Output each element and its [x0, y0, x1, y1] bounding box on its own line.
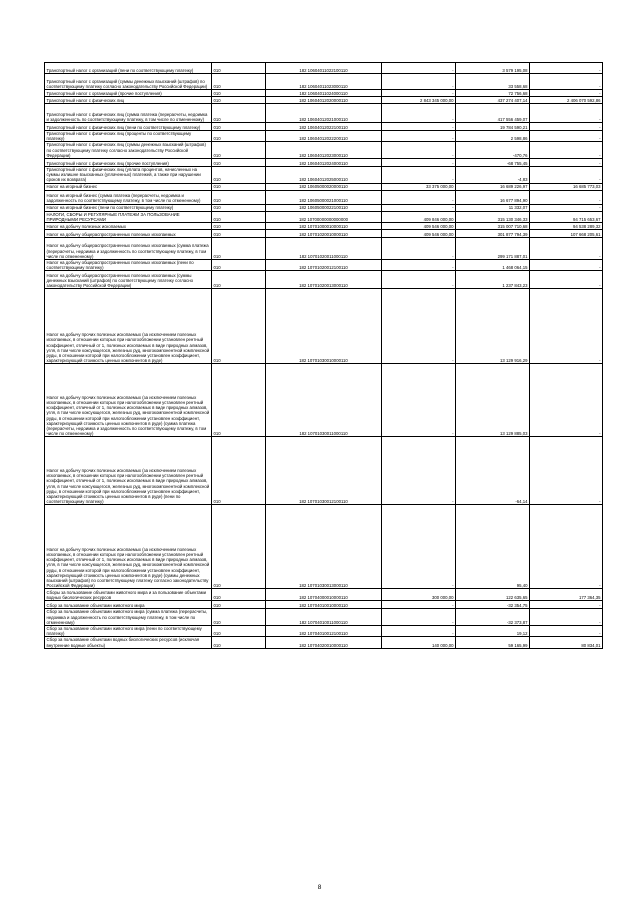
row-name: Транспортный налог с физических лиц (сумма платежа (перерасчеты, недоимка и задолженность по соответствующему платежу, в том числе по отмененному)	[45, 104, 212, 123]
row-name: Транспортный налог с физических лиц (прочие поступления)	[45, 159, 212, 167]
row-line-code: 010	[212, 104, 266, 123]
row-name: Транспортный налог с организаций (прочие поступления)	[45, 90, 212, 97]
row-executed: -64,14	[456, 437, 530, 505]
row-executed: -68 755,45	[456, 159, 530, 167]
row-name: Сбор за пользование объектами животного мира	[45, 601, 212, 609]
row-approved: -	[382, 364, 456, 437]
row-approved: 409 846 000,00	[382, 211, 456, 222]
row-line-code: 010	[212, 230, 266, 238]
row-unexecuted: -	[530, 289, 603, 364]
row-name: Налог на игорный бизнес (пени по соответствующему платежу)	[45, 204, 212, 211]
page-number: 8	[317, 884, 322, 891]
table-row	[45, 505, 603, 589]
row-kbk: 182 10704000010000110	[266, 589, 382, 601]
row-line-code: 010	[212, 211, 266, 222]
row-approved: -	[382, 90, 456, 97]
row-approved: -	[382, 63, 456, 74]
row-unexecuted: 94 538 289,32	[530, 223, 603, 230]
row-executed: 1 237 843,23	[456, 271, 530, 289]
row-executed: 301 877 794,39	[456, 230, 530, 238]
row-approved: -	[382, 74, 456, 90]
row-line-code: 010	[212, 159, 266, 167]
row-kbk: 182 10700000000000000	[266, 211, 382, 222]
row-line-code: 010	[212, 63, 266, 74]
row-line-code: 010	[212, 97, 266, 104]
row-line-code: 010	[212, 260, 266, 271]
row-unexecuted: 177 364,35	[530, 589, 603, 601]
row-name: Сбор за пользование объектами водных биологических ресурсов (исключая внутренние водные объекты)	[45, 637, 212, 648]
row-approved: 140 000,00	[382, 637, 456, 648]
row-unexecuted: -	[530, 123, 603, 131]
row-executed: 19 784 590,21	[456, 123, 530, 131]
row-executed: 13 129 916,29	[456, 289, 530, 364]
row-approved: -	[382, 131, 456, 142]
row-executed: 95,40	[456, 505, 530, 589]
row-name: Налог на игорный бизнес (сумма платежа (перерасчеты, недоимка и задолженность по соответствующему платежу, в том числе по отмененному)	[45, 190, 212, 204]
row-kbk: 182 10704010012100110	[266, 626, 382, 637]
row-kbk: 182 10701020012100110	[266, 260, 382, 271]
row-line-code: 010	[212, 142, 266, 159]
row-line-code: 010	[212, 190, 266, 204]
row-executed: 299 171 887,01	[456, 238, 530, 260]
row-line-code: 010	[212, 609, 266, 626]
row-executed: 417 556 459,07	[456, 104, 530, 123]
row-name: Налог на добычу общераспространенных полезных ископаемых	[45, 230, 212, 238]
row-kbk: 182 10604012020000110	[266, 97, 382, 104]
row-executed: 16 677 894,90	[456, 190, 530, 204]
row-approved: -	[382, 238, 456, 260]
table-row	[45, 589, 603, 601]
row-approved: 409 546 000,00	[382, 230, 456, 238]
row-kbk: 182 10701030012100110	[266, 437, 382, 505]
row-unexecuted: -	[530, 204, 603, 211]
row-line-code: 010	[212, 637, 266, 648]
row-kbk: 182 10605000020000110	[266, 183, 382, 190]
row-kbk: 182 10701030013000110	[266, 505, 382, 589]
table-row	[45, 260, 603, 271]
row-name: Транспортный налог с организаций (суммы денежных взысканий (штрафов) по соответствующему платежу согласно законодательству Российской Федерации)	[45, 74, 212, 90]
row-executed: 19,12	[456, 626, 530, 637]
row-unexecuted: -	[530, 505, 603, 589]
row-line-code: 010	[212, 364, 266, 437]
row-kbk: 182 10704020010000110	[266, 637, 382, 648]
row-kbk: 182 10704010010000110	[266, 601, 382, 609]
table-row	[45, 159, 603, 167]
table-row	[45, 63, 603, 74]
row-executed: -32 373,87	[456, 609, 530, 626]
table-row	[45, 223, 603, 230]
row-approved: 409 546 000,00	[382, 223, 456, 230]
row-approved: -	[382, 123, 456, 131]
row-executed: 11 332,07	[456, 204, 530, 211]
row-line-code: 010	[212, 505, 266, 589]
row-unexecuted: -	[530, 104, 603, 123]
table-row	[45, 626, 603, 637]
row-approved: -	[382, 190, 456, 204]
row-unexecuted: -	[530, 167, 603, 184]
row-kbk: 182 10604012024000110	[266, 159, 382, 167]
row-approved: -	[382, 204, 456, 211]
row-approved: -	[382, 260, 456, 271]
row-approved: 33 375 000,00	[382, 183, 456, 190]
row-line-code: 010	[212, 289, 266, 364]
row-line-code: 010	[212, 74, 266, 90]
row-name: НАЛОГИ, СБОРЫ И РЕГУЛЯРНЫЕ ПЛАТЕЖИ ЗА ПОЛЬЗОВАНИЕ ПРИРОДНЫМИ РЕСУРСАМИ	[45, 211, 212, 222]
row-kbk: 182 10701020011000110	[266, 238, 382, 260]
row-line-code: 010	[212, 589, 266, 601]
row-unexecuted: -	[530, 90, 603, 97]
row-unexecuted: 80 834,01	[530, 637, 603, 648]
row-kbk: 182 10604011022100110	[266, 63, 382, 74]
row-kbk: 182 10604012021000110	[266, 104, 382, 123]
table-row	[45, 211, 603, 222]
table-row	[45, 142, 603, 159]
table-row	[45, 190, 603, 204]
row-executed: 33 558,68	[456, 74, 530, 90]
row-name: Налог на добычу общераспространенных полезных ископаемых (суммы денежных взысканий (штрафов) по соответствующему платежу согласно законодательству Российской Федерации)	[45, 271, 212, 289]
row-approved: -	[382, 437, 456, 505]
table-row	[45, 609, 603, 626]
row-kbk: 182 10605000021000110	[266, 190, 382, 204]
row-name: Налог на добычу прочих полезных ископаемых (за исключением полезных ископаемых, в отношении которых при налогообложении установлен рентный коэффициент, отличный от 1, полезных ископаемых в виде природных алмазов, угля, в том числе коксующегося, железных руд, многокомпонентной комплексной руды, в отношении которой при налогообложении установлен коэффициент, характеризующий стоимость ценных компонентов в руде) (пени по соответствующему платежу)	[45, 437, 212, 505]
row-name: Сбор за пользование объектами животного мира (сумма платежа (перерасчеты, недоимка и задолженность по соответствующему платежу, в том числе по отмененному)	[45, 609, 212, 626]
row-unexecuted: -	[530, 364, 603, 437]
row-line-code: 010	[212, 223, 266, 230]
row-approved: 300 000,00	[382, 589, 456, 601]
row-executed: 437 274 407,14	[456, 97, 530, 104]
row-name: Налог на добычу общераспространенных полезных ископаемых (сумма платежа (перерасчеты, недоимка и задолженность по соответствующему платежу, в том числе по отмененному)	[45, 238, 212, 260]
row-approved: -	[382, 159, 456, 167]
table-row	[45, 238, 603, 260]
row-approved: -	[382, 142, 456, 159]
row-approved: -	[382, 271, 456, 289]
row-line-code: 010	[212, 626, 266, 637]
row-kbk: 182 10701020013000110	[266, 271, 382, 289]
table-row	[45, 123, 603, 131]
table-row	[45, 637, 603, 648]
table-row	[45, 74, 603, 90]
row-unexecuted: -	[530, 238, 603, 260]
row-unexecuted: -	[530, 74, 603, 90]
row-executed: -4,83	[456, 167, 530, 184]
report-table-body	[45, 63, 603, 649]
row-executed: 16 689 226,97	[456, 183, 530, 190]
row-kbk: 182 10604011023000110	[266, 74, 382, 90]
row-unexecuted: -	[530, 626, 603, 637]
row-unexecuted: 2 406 070 592,86	[530, 97, 603, 104]
row-unexecuted: -	[530, 437, 603, 505]
row-line-code: 010	[212, 601, 266, 609]
row-approved: -	[382, 167, 456, 184]
row-executed: 122 635,65	[456, 589, 530, 601]
row-line-code: 010	[212, 204, 266, 211]
row-kbk: 182 10604011024000110	[266, 90, 382, 97]
row-executed: 59 165,99	[456, 637, 530, 648]
row-executed: 1 468 064,15	[456, 260, 530, 271]
row-approved: -	[382, 601, 456, 609]
row-kbk: 182 10701030011000110	[266, 364, 382, 437]
row-kbk: 182 10604012022100110	[266, 123, 382, 131]
table-row	[45, 230, 603, 238]
row-executed: 315 007 710,68	[456, 223, 530, 230]
row-unexecuted: -	[530, 63, 603, 74]
row-approved: -	[382, 104, 456, 123]
row-executed: 3 579 195,08	[456, 63, 530, 74]
row-kbk: 182 10604012022200110	[266, 131, 382, 142]
row-kbk: 182 10605000022100110	[266, 204, 382, 211]
table-row	[45, 601, 603, 609]
row-name: Транспортный налог с организаций (пени по соответствующему платежу)	[45, 63, 212, 74]
row-line-code: 010	[212, 131, 266, 142]
table-row	[45, 97, 603, 104]
row-kbk: 182 10701020010000110	[266, 230, 382, 238]
row-approved: -	[382, 505, 456, 589]
row-kbk: 182 10701000010000110	[266, 223, 382, 230]
row-kbk: 182 10701030010000110	[266, 289, 382, 364]
row-unexecuted: 94 715 653,67	[530, 211, 603, 222]
row-name: Сбор за пользование объектами животного мира (пени по соответствующему платежу)	[45, 626, 212, 637]
row-kbk: 182 10604012023000110	[266, 142, 382, 159]
row-name: Налог на добычу прочих полезных ископаемых (за исключением полезных ископаемых, в отношении которых при налогообложении установлен рентный коэффициент, отличный от 1, полезных ископаемых в виде природных алмазов, угля, в том числе коксующегося, железных руд, многокомпонентной комплексной руды, в отношении которой при налогообложении установлен коэффициент, характеризующий стоимость ценных компонентов в руде)	[45, 289, 212, 364]
table-row	[45, 437, 603, 505]
row-unexecuted: 107 668 205,61	[530, 230, 603, 238]
row-name: Налог на добычу прочих полезных ископаемых (за исключением полезных ископаемых, в отношении которых при налогообложении установлен рентный коэффициент, отличный от 1, полезных ископаемых в виде природных алмазов, угля, в том числе коксующегося, железных руд, многокомпонентной комплексной руды, в отношении которой при налогообложении установлен коэффициент, характеризующий стоимость ценных компонентов в руде) (сумма платежа (перерасчеты, недоимка и задолженность по соответствующему платежу, в том числе по отмененному)	[45, 364, 212, 437]
row-line-code: 010	[212, 123, 266, 131]
row-line-code: 010	[212, 238, 266, 260]
row-name: Налог на добычу общераспространенных полезных ископаемых (пени по соответствующему платежу)	[45, 260, 212, 271]
row-line-code: 010	[212, 90, 266, 97]
row-name: Налог на игорный бизнес	[45, 183, 212, 190]
table-row	[45, 183, 603, 190]
row-unexecuted: -	[530, 609, 603, 626]
row-unexecuted: -	[530, 601, 603, 609]
table-row	[45, 90, 603, 97]
row-unexecuted: 16 685 773,03	[530, 183, 603, 190]
row-name: Налог на добычу прочих полезных ископаемых (за исключением полезных ископаемых, в отношении которых при налогообложении установлен рентный коэффициент, отличный от 1, полезных ископаемых в виде природных алмазов, угля, в том числе коксующегося, железных руд, многокомпонентной комплексной руды, в отношении которой при налогообложении установлен коэффициент, характеризующий стоимость ценных компонентов в руде) (суммы денежных взысканий (штрафов) по соответствующему платежу согласно законодательству Российской Федерации)	[45, 505, 212, 589]
row-approved: -	[382, 609, 456, 626]
row-executed: -470,76	[456, 142, 530, 159]
row-unexecuted: -	[530, 271, 603, 289]
row-executed: 2 598,86	[456, 131, 530, 142]
row-unexecuted: -	[530, 131, 603, 142]
row-line-code: 010	[212, 437, 266, 505]
row-unexecuted: -	[530, 190, 603, 204]
row-executed: -32 354,75	[456, 601, 530, 609]
row-line-code: 010	[212, 271, 266, 289]
row-approved: -	[382, 289, 456, 364]
table-row	[45, 364, 603, 437]
report-table	[44, 62, 603, 649]
row-executed: 72 756,68	[456, 90, 530, 97]
row-executed: 315 130 346,33	[456, 211, 530, 222]
row-unexecuted: -	[530, 142, 603, 159]
row-approved: -	[382, 626, 456, 637]
row-kbk: 182 10704010011000110	[266, 609, 382, 626]
row-unexecuted: -	[530, 260, 603, 271]
table-row	[45, 104, 603, 123]
row-name: Транспортный налог с физических лиц (суммы денежных взысканий (штрафов) по соответствующему платежу согласно законодательству Российской Федерации)	[45, 142, 212, 159]
table-row	[45, 167, 603, 184]
row-name: Сборы за пользование объектами животного мира и за пользование объектами водных биологических ресурсов	[45, 589, 212, 601]
row-line-code: 010	[212, 167, 266, 184]
table-row	[45, 271, 603, 289]
row-kbk: 182 10604012025000110	[266, 167, 382, 184]
table-row	[45, 131, 603, 142]
row-name: Транспортный налог с физических лиц (проценты по соответствующему платежу)	[45, 131, 212, 142]
row-name: Транспортный налог с физических лиц (уплата процентов, начисленных на суммы излишне взысканных (уплаченных) платежей, а также при нарушении сроков их возврата)	[45, 167, 212, 184]
row-name: Налог на добычу полезных ископаемых	[45, 223, 212, 230]
row-name: Транспортный налог с физических лиц	[45, 97, 212, 104]
table-row	[45, 289, 603, 364]
row-unexecuted: -	[530, 159, 603, 167]
row-approved: 2 843 345 000,00	[382, 97, 456, 104]
row-executed: 13 129 885,03	[456, 364, 530, 437]
table-row	[45, 204, 603, 211]
row-line-code: 010	[212, 183, 266, 190]
row-name: Транспортный налог с физических лиц (пени по соответствующему платежу)	[45, 123, 212, 131]
